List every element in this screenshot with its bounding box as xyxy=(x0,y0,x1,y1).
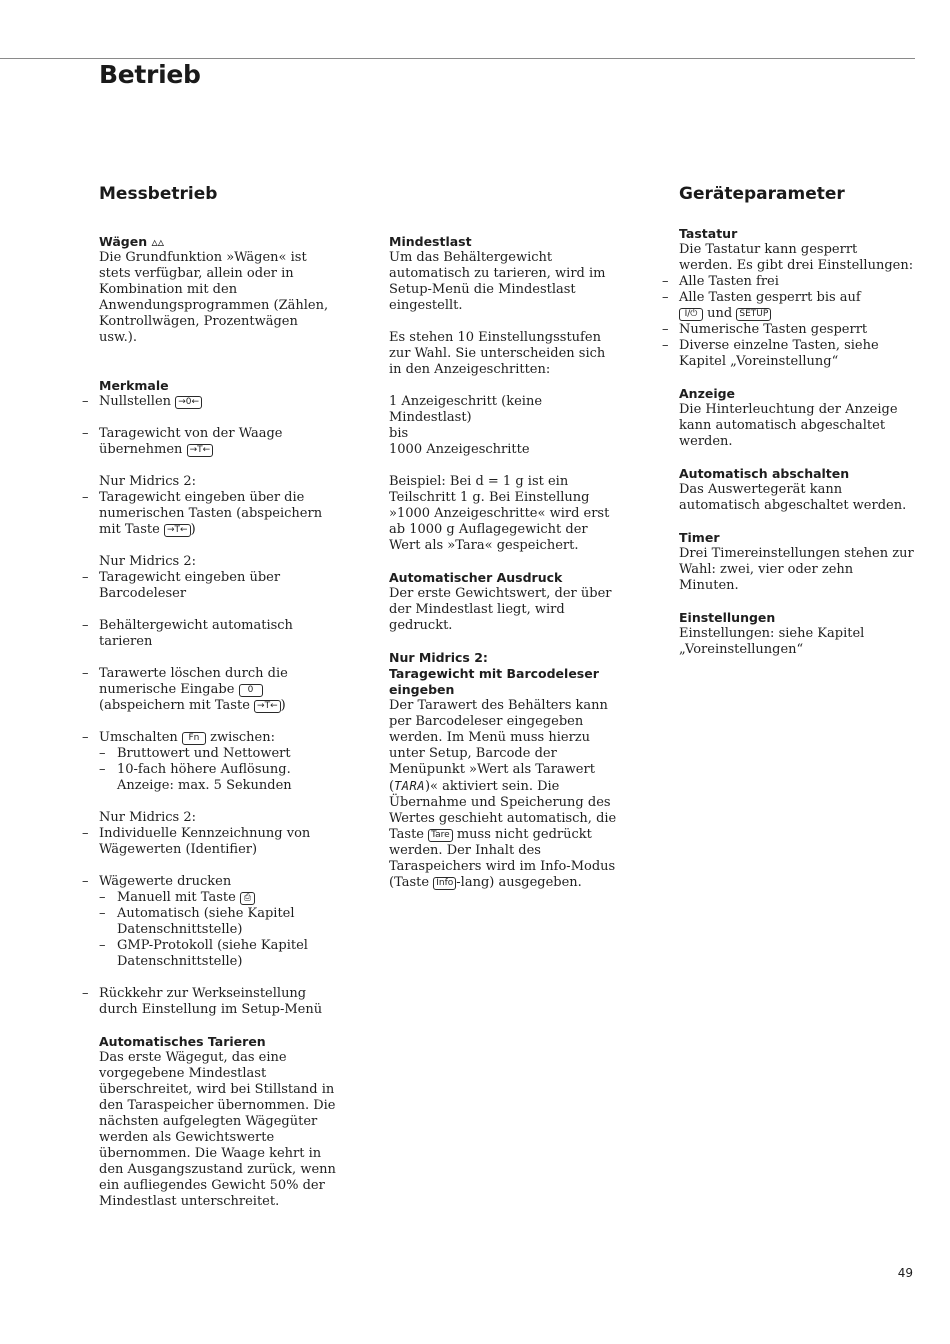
power-key-icon: I/⏻ xyxy=(679,308,703,321)
nur-midrics-label: Nur Midrics 2: xyxy=(99,554,196,569)
column-messbetrieb xyxy=(99,234,339,1210)
column-mindestlast xyxy=(389,234,621,891)
sub-item-automatisch: – Automatisch (siehe Kapitel Datenschnittstelle) xyxy=(99,906,339,938)
mindestlast-p2: Es stehen 10 Einstellungsstufen zur Wahl. Sie unterscheiden sich in den Anzeigeschritten: xyxy=(389,330,606,377)
mindestlast-p1: Um das Behältergewicht automatisch zu tarieren, wird im Setup-Menü die Mindestlast eingestellt. xyxy=(389,250,606,313)
tastatur-intro: Die Tastatur kann gesperrt werden. Es gibt drei Einstellungen: xyxy=(679,242,914,273)
page-title: Betrieb xyxy=(99,60,201,89)
tare-key-icon: →T← xyxy=(254,700,281,713)
list-item-nullstellen: – Nullstellen →0← xyxy=(82,394,339,410)
mindestlast-p4: Beispiel: Bei d = 1 g ist ein Teilschritt 1 g. Bei Einstellung »1000 Anzeigeschritte« wird erst ab 1000 g Auflagegewicht der Wert als »Tara« gespeichert. xyxy=(389,474,610,553)
scale-icon: ▵▵ xyxy=(151,234,165,249)
mindestlast-heading: Mindestlast xyxy=(389,234,472,249)
tare-key-icon: →T← xyxy=(164,524,191,537)
print-key-icon: ⎙ xyxy=(240,892,255,905)
tastatur-item-4: – Diverse einzelne Tasten, siehe Kapitel „Voreinstellung“ xyxy=(662,338,914,370)
zero-key-icon: →0← xyxy=(175,396,202,409)
fn-key-icon: Fn xyxy=(182,732,206,745)
list-item-individuelle: – Individuelle Kennzeichnung von Wägewerten (Identifier) xyxy=(82,826,339,858)
anzeige-heading: Anzeige xyxy=(679,386,736,401)
section-title-messbetrieb: Messbetrieb xyxy=(99,184,218,204)
einstellungen-text: Einstellungen: siehe Kapitel „Voreinstellungen“ xyxy=(679,626,865,657)
barcode-heading-line2: Taragewicht mit Barcodeleser eingeben xyxy=(389,666,599,697)
tara-display-label: TARA xyxy=(394,779,425,793)
list-item-behaelter: – Behältergewicht automatisch tarieren xyxy=(82,618,339,650)
mindestlast-p3-line3: 1000 Anzeigeschritte xyxy=(389,442,530,457)
list-item-umschalten: – Umschalten Fn zwischen: xyxy=(82,730,339,746)
setup-key-icon: SETUP xyxy=(736,308,771,321)
sub-item-brutto: – Bruttowert und Nettowert xyxy=(99,746,339,762)
waegen-heading: Wägen ▵▵ xyxy=(99,234,165,249)
tare-key-icon: →T← xyxy=(187,444,214,457)
tastatur-item-2: – Alle Tasten gesperrt bis auf I/⏻ und SETUP xyxy=(662,290,914,322)
tastatur-heading: Tastatur xyxy=(679,226,738,241)
tastatur-item-3: – Numerische Tasten gesperrt xyxy=(662,322,914,338)
list-item-tara-eingeben: – Taragewicht eingeben über die numerischen Tasten (abspeichern mit Taste →T← ) xyxy=(82,490,339,538)
list-item-taragewicht: – Taragewicht von der Waage übernehmen →T← xyxy=(82,426,339,458)
tare-text-key-icon: Tare xyxy=(428,829,453,842)
list-item-tarawerte: – Tarawerte löschen durch die numerische Eingabe 0 (abspeichern mit Taste →T← ) xyxy=(82,666,339,714)
barcode-heading-line1: Nur Midrics 2: xyxy=(389,650,488,665)
section-title-geraeteparameter: Geräteparameter xyxy=(679,184,845,204)
einstellungen-heading: Einstellungen xyxy=(679,610,776,625)
ausdruck-text: Der erste Gewichtswert, der über der Mindestlast liegt, wird gedruckt. xyxy=(389,586,612,633)
list-item-rueckkehr: – Rückkehr zur Werkseinstellung durch Einstellung im Setup-Menü xyxy=(82,986,339,1018)
ausdruck-heading: Automatischer Ausdruck xyxy=(389,570,563,585)
nur-midrics-label: Nur Midrics 2: xyxy=(99,810,196,825)
column-geraeteparameter xyxy=(679,226,914,658)
mindestlast-p3-line1: 1 Anzeigeschritt (keine Mindestlast) xyxy=(389,394,543,425)
auto-tarieren-text: Das erste Wägegut, das eine vorgegebene Mindestlast überschreitet, wird bei Stillstand in den Taraspeicher übernommen. Die nächsten aufgelegten Wägegüter werden als Gewichtswerte übernommen. Die Waage kehrt in den Ausgangszustand zurück, wenn ein aufliegendes Gewicht 50% der Mindestlast unterschreitet. xyxy=(99,1050,336,1209)
sub-item-manuell: – Manuell mit Taste ⎙ xyxy=(99,890,339,906)
mindestlast-p3-line2: bis xyxy=(389,426,409,441)
nur-midrics-label: Nur Midrics 2: xyxy=(99,474,196,489)
tastatur-item-1: – Alle Tasten frei xyxy=(662,274,914,290)
list-item-drucken: – Wägewerte drucken xyxy=(82,874,339,890)
auto-tarieren-heading: Automatisches Tarieren xyxy=(99,1034,266,1049)
timer-heading: Timer xyxy=(679,530,720,545)
waegen-text: Die Grundfunktion »Wägen« ist stets verfügbar, allein oder in Kombination mit den Anwendungsprogrammen (Zählen, Kontrollwägen, Prozentwägen usw.). xyxy=(99,250,329,345)
barcode-text: Der Tarawert des Behälters kann per Barcodeleser eingegeben werden. Im Menü muss hierzu unter Setup, Barcode der Menüpunkt »Wert als Tarawert (TARA)« aktiviert sein. Die Übernahme und Speicherung des Wertes geschieht automatisch, die Taste Tare muss nicht gedrückt werden. Der Inhalt des Taraspeichers wird im Info-Modus (Taste Info -lang) ausgegeben. xyxy=(389,698,617,890)
top-rule xyxy=(0,58,915,59)
list-item-tara-barcode: – Taragewicht eingeben über Barcodeleser xyxy=(82,570,339,602)
abschalten-heading: Automatisch abschalten xyxy=(679,466,850,481)
info-key-icon: Info xyxy=(433,877,456,890)
anzeige-text: Die Hinterleuchtung der Anzeige kann automatisch abgeschaltet werden. xyxy=(679,402,898,449)
zero-digit-key-icon: 0 xyxy=(239,684,263,697)
abschalten-text: Das Auswertegerät kann automatisch abgeschaltet werden. xyxy=(679,482,907,513)
page-number: 49 xyxy=(897,1266,913,1280)
sub-item-gmp: – GMP-Protokoll (siehe Kapitel Datenschnittstelle) xyxy=(99,938,339,970)
merkmale-heading: Merkmale xyxy=(99,378,169,393)
sub-item-aufloesung: – 10-fach höhere Auflösung. Anzeige: max. 5 Sekunden xyxy=(99,762,339,794)
timer-text: Drei Timereinstellungen stehen zur Wahl: zwei, vier oder zehn Minuten. xyxy=(679,546,914,593)
